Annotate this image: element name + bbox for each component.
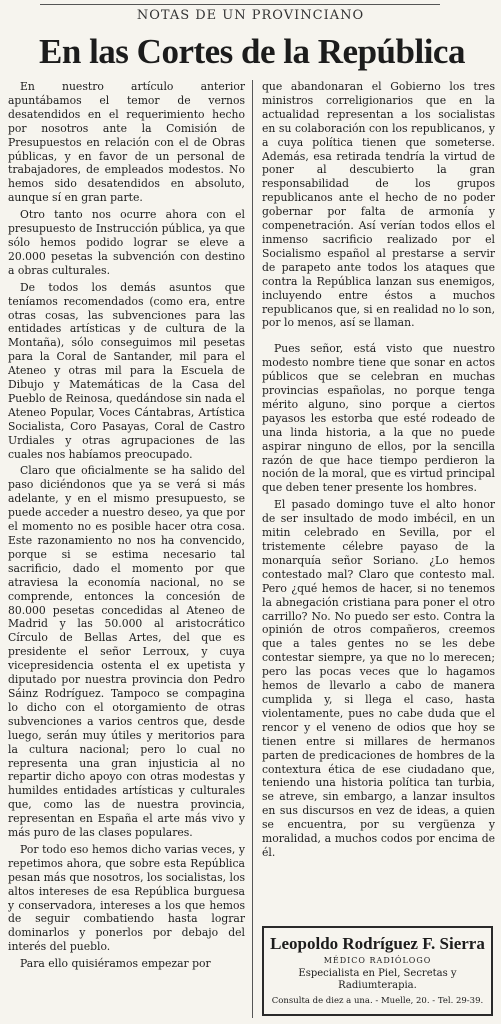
paragraph: Claro que oficialmente se ha salido del paso diciéndonos que ya se verá si más adelante, y en el mismo presupuesto, se puede acceder a nuestro deseo, ya que por el momento no es posible hacer otra cosa. Este razonamiento no nos ha convencido, porque si se estima necesario tal sacrificio, dado el momento por que atraviesa la economía nacional, no se comprende, entonces la concesión de 80.000 pesetas concedidas al Ateneo de Madrid y las 50.000 al aristocrático Círculo de Bellas Artes, del que es presidente el señor Lerroux, y cuya vicepresidencia ostenta el ex upetista y diputado por nuestra provincia don Pedro Sáinz Rodríguez. Tampoco se compagina lo dicho con el otorgamiento de otras subvenciones a varios centros que, desde luego, serán muy útiles y meritorios para la cultura nacional; pero lo cual no representa una gran injusticia al no repartir dicho apoyo con otras modestas y humildes entidades artísticas y culturales que, como las de nuestra provincia, representan en España el arte más vivo y más puro de las clases populares. bbox=[8, 464, 245, 840]
ad-specialty: Especialista en Piel, Secretas y Radiumterapia. bbox=[298, 968, 457, 991]
ad-name: Leopoldo Rodríguez F. Sierra bbox=[270, 934, 485, 953]
paragraph: En nuestro artículo anterior apuntábamos el temor de vernos desatendidos en el requerimiento hecho por nosotros ante la Comisión de Presupuestos en relación con el de Obras públicas, y en favor de un personal de trabajadores, de empleados modestos. No hemos sido desatendidos en absoluto, aunque sí en gran parte. bbox=[8, 80, 245, 205]
ad-role: MÉDICO RADIÓLOGO bbox=[323, 956, 432, 965]
ad-address: Consulta de diez a una. - Muelle, 20. - Tel. 29-39. bbox=[271, 996, 484, 1006]
paragraph: Otro tanto nos ocurre ahora con el presupuesto de Instrucción pública, ya que sólo hemos podido lograr se eleve a 20.000 pesetas la subvención con destino a obras culturales. bbox=[8, 208, 245, 277]
doctor-advertisement bbox=[262, 926, 493, 1016]
paragraph: Para ello quisiéramos empezar por bbox=[20, 957, 211, 971]
paragraph: Pues señor, está visto que nuestro modesto nombre tiene que sonar en actos públicos que se celebran en muchas provincias españolas, no porque tenga mérito alguno, sino porque a ciertos payasos les estorba que esté rodeado de una linda historia, a la que no puede aspirar ninguno de ellos, por la sencilla razón de que hace tiempo perdieron la noción de la moral, que es virtud principal que deben tener presente los hombres. bbox=[262, 342, 495, 495]
article-column-left bbox=[8, 80, 245, 1018]
paragraph: Por todo eso hemos dicho varias veces, y repetimos ahora, que sobre esta República pesan más que nosotros, los socialistas, los altos intereses de esa República burguesa y conservadora, intereses a los que hemos de seguir combatiendo hasta lograr dominarlos y ponerlos por debajo del interés del pueblo. bbox=[8, 842, 245, 954]
top-rule bbox=[40, 4, 440, 5]
paragraph: El pasado domingo tuve el alto honor de ser insultado de modo imbécil, en un mitin celebrado en Sevilla, por el tristemente célebre payaso de la monarquía señor Soriano. ¿Lo hemos contestado mal? Claro que contesto mal. Pero ¿qué hemos de hacer, si no tenemos la abnegación cristiana para poner el otro carrillo? No. No puedo ser esto. Contra la opinión de otros compañeros, creemos que a tales gentes no se les debe contestar siempre, ya que no lo merecen; pero las pocas veces que lo hagamos hemos de llevarlo a cabo de manera cumplida y, si llega el caso, hasta violentamente, pues no cabe duda que el rencor y el veneno de odios que hoy se tienen entre si millares de hermanos parten de predicaciones de hombres de la contextura ética de ese ciudadano que, teniendo una historia política tan turbia, se atreve, sin embargo, a lanzar insultos en sus discursos en vez de ideas, a quien se encuentra, por su vergüenza y moralidad, a muchos codos por encima de él. bbox=[262, 498, 495, 859]
paragraph: que abandonaran el Gobierno los tres ministros correligionarios que en la actualidad representan a los socialistas en su colaboración con los republicanos, y a cuya política tienen que someterse. Además, esa retirada tendría la virtud de poner al descubierto la gran responsabilidad de los grupos republicanos ante el hecho de no poder gobernar por falta de armonía y compenetración. Así verían todos ellos el inmenso sacrificio realizado por el Socialismo español al prestarse a servir de parapeto ante todos los ataques que contra la República lanzan sus enemigos, incluyendo entre éstos a muchos republicanos que, si en realidad no lo son, por lo menos, así se llaman. bbox=[262, 80, 495, 330]
paragraph: De todos los demás asuntos que teníamos recomendados (como era, entre otras cosas, las subvenciones para las entidades artísticas y de cultura de la Montaña), sólo conseguimos mil pesetas para la Coral de Santander, mil para el Ateneo y otras mil para la Escuela de Dibujo y Matemáticas de la Casa del Pueblo de Reinosa, quedándose sin nada el Ateneo Popular, Voces Cántabras, Artística Socialista, Coro Pasayas, Coral de Castro Urdiales y otras agrupaciones de las cuales nos habíamos preocupado. bbox=[8, 280, 245, 461]
article-headline: En las Cortes de la República bbox=[39, 32, 465, 71]
column-divider bbox=[252, 80, 253, 1018]
article-column-right bbox=[262, 80, 495, 1010]
section-kicker: NOTAS DE UN PROVINCIANO bbox=[136, 8, 365, 23]
